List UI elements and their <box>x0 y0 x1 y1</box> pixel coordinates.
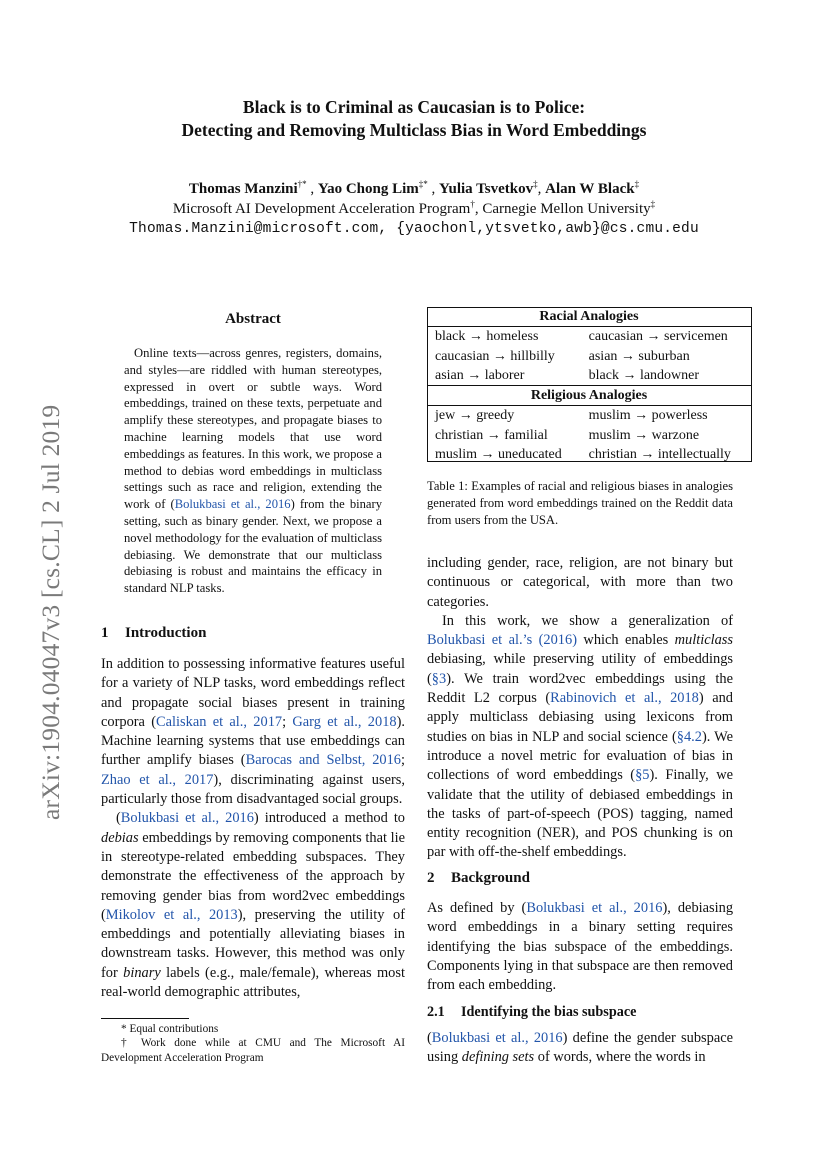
author-lim: Yao Chong Lim <box>317 181 419 197</box>
author-manzini: Thomas Manzini <box>188 181 298 197</box>
section-number: 1 <box>101 625 109 641</box>
email-microsoft: Thomas.Manzini@microsoft.com, <box>129 221 388 237</box>
author-mark: ‡* <box>418 179 428 189</box>
intro-paragraph-4 <box>427 612 733 863</box>
body-text: of words, where the words in <box>534 1049 706 1066</box>
bias-subspace-body <box>427 1029 733 1068</box>
body-text: ). We introduce a novel metric for evaluation of bias in collections of word embeddings ( <box>427 728 733 784</box>
subsection-heading-bias-subspace <box>427 1004 733 1021</box>
arxiv-identifier: arXiv:1904.04047v3 [cs.CL] 2 Jul 2019 <box>36 404 65 820</box>
affiliation-mark: ‡ <box>650 199 656 209</box>
footnote-rule <box>101 1018 189 1019</box>
table-frame <box>427 307 752 462</box>
citation-link[interactable]: Rabinovich et al., 2018 <box>550 690 699 707</box>
citation-link[interactable]: Bolukbasi et al., 2016 <box>174 497 291 512</box>
affiliation-microsoft: Microsoft AI Development Acceleration Program <box>172 201 471 217</box>
body-text: ; <box>401 752 405 769</box>
author-mark: †* <box>297 179 307 189</box>
citation-link[interactable]: Zhao et al., 2017 <box>101 771 214 788</box>
author-mark: ‡ <box>533 179 538 189</box>
intro-body <box>101 655 405 1002</box>
body-text: which enables <box>577 632 675 649</box>
emphasis-text: defining sets <box>461 1049 535 1066</box>
right-column-body <box>427 554 733 863</box>
body-text: ). Machine learning systems that use embeddings can further amplify biases ( <box>101 713 405 769</box>
email-line <box>0 220 828 239</box>
bias-subspace-paragraph-1 <box>427 1029 733 1068</box>
body-text: ), debiasing word embeddings in a binary setting requires identifying the bias subspace of the embeddings. Components lying in that subspace are then removed from each embedding. <box>427 900 734 994</box>
body-text: In this work, we show a generalization of <box>442 612 733 629</box>
table-cell: muslim → uneducated <box>435 447 562 463</box>
affiliation-cmu: , Carnegie Mellon University <box>474 201 651 217</box>
emphasis-text: binary <box>123 964 161 981</box>
body-text: ), discriminating against users, particularly those from disadvantaged social groups. <box>101 771 405 808</box>
emphasis-text: multiclass <box>674 632 733 649</box>
footnote-work-done: † Work done while at CMU and The Microsoft AI Development Acceleration Program <box>101 1037 405 1064</box>
subsection-number: 2.1 <box>427 1004 445 1020</box>
footnote-equal-contrib: * Equal contributions <box>121 1023 219 1035</box>
author-tsvetkov: Yulia Tsvetkov <box>439 181 534 197</box>
body-text: ( <box>116 810 121 827</box>
abstract-text-part: Online texts—across genres, registers, domains, and styles—are riddled with human stereotypes, expressed in overt or subtle ways. Word embeddings, trained on these texts, perpetuate and amplify these stereotypes, and propagate biases to machine learning models that use word embeddings as features. In this work, we propose a method to debias word embeddings in multiclass settings such as race and religion, extending the work of ( <box>124 346 382 512</box>
emphasis-text: debias <box>101 829 139 846</box>
citation-link[interactable]: Bolukbasi et al.’s (2016) <box>427 632 577 649</box>
email-cmu: {yaochonl,ytsvetko,awb}@cs.cmu.edu <box>396 221 699 237</box>
body-text: ; <box>282 713 293 730</box>
body-text: labels (e.g., male/female), whereas most real-world demographic attributes, <box>101 964 405 1001</box>
affiliation-line <box>0 200 828 219</box>
background-body <box>427 899 733 995</box>
section-title: Background <box>451 870 530 886</box>
citation-link[interactable]: §4.2 <box>676 728 702 745</box>
abstract-text <box>124 345 382 597</box>
table-cell: black → homeless <box>435 329 539 345</box>
section-heading-background <box>427 870 733 887</box>
table-cell: muslim → warzone <box>588 427 700 443</box>
table-caption: Table 1: Examples of racial and religious biases in analogies generated from word embeddings trained on the Reddit data from users from the USA. <box>427 479 733 527</box>
section-number: 2 <box>427 870 435 886</box>
table-cell: black → landowner <box>588 367 700 383</box>
paper-title-line1: Black is to Criminal as Caucasian is to Police: <box>242 97 586 117</box>
body-text: debiasing, while preserving utility of embeddings ( <box>427 651 733 687</box>
intro-paragraph-1 <box>101 655 405 809</box>
citation-link[interactable]: Bolukbasi et al., 2016 <box>526 900 663 916</box>
table-cell: christian → intellectually <box>588 447 731 463</box>
table-header-racial: Racial Analogies <box>427 307 751 327</box>
body-text: As defined by ( <box>427 900 527 916</box>
citation-link[interactable]: §3 <box>431 670 447 687</box>
body-text: ) and apply multiclass debiasing using lexicons from studies on bias in NLP and social science ( <box>427 690 734 745</box>
body-text: ). We train word2vec embeddings using the Reddit L2 corpus ( <box>427 670 733 707</box>
body-text: ). Finally, we validate that the utility of debiased embeddings in the tasks of part-of-speech (POS) tagging, named entity recognition (NER), and POS chunking is on par with off-the-shelf embeddings. <box>427 767 733 861</box>
citation-link[interactable]: Caliskan et al., 2017 <box>156 713 283 730</box>
table-cell: christian → familial <box>435 427 548 443</box>
table-cell: jew → greedy <box>435 408 515 424</box>
citation-link[interactable]: Bolukbasi et al., 2016 <box>120 810 254 827</box>
citation-link[interactable]: §5 <box>635 767 650 784</box>
section-heading-introduction <box>101 625 405 642</box>
citation-link[interactable]: Bolukbasi et al., 2016 <box>431 1030 563 1046</box>
author-mark: ‡ <box>634 179 640 189</box>
intro-paragraph-3: including gender, race, religion, are not binary but continuous or categorical, with more than two categories. <box>427 555 733 610</box>
citation-link[interactable]: Garg et al., 2018 <box>292 713 397 730</box>
intro-paragraph-2 <box>101 809 405 1002</box>
citation-link[interactable]: Barocas and Selbst, 2016 <box>245 752 401 769</box>
table-header-religious: Religious Analogies <box>427 386 751 406</box>
background-paragraph-1 <box>427 899 733 995</box>
table-cell: asian → suburban <box>588 348 690 364</box>
table-cell: caucasian → hillbilly <box>435 348 555 364</box>
table-cell: muslim → powerless <box>588 408 708 424</box>
body-text: ), preserving the utility of embeddings and potentially alleviating biases in downstream tasks. However, this method was only for <box>101 906 405 981</box>
body-text: ( <box>427 1030 432 1046</box>
author-line: Thomas Manzini†* , Yao Chong Lim‡* , Yulia Tsvetkov‡, Alan W Black‡ <box>188 179 640 197</box>
body-text: In addition to possessing informative features useful for a variety of NLP tasks, word embeddings reflect and propagate social biases present in training corpora ( <box>101 656 405 730</box>
body-text: ) introduced a method to <box>253 810 406 827</box>
abstract-text-part: ) from the binary setting, such as binary gender. Next, we propose a novel methodology for the evaluation of multiclass debiasing. We demonstrate that our multiclass debiasing is robust and maintains the efficacy in standard NLP tasks. <box>124 497 382 596</box>
author-black: Alan W Black <box>545 181 635 197</box>
body-text: embeddings by removing components that lie in stereotype-related embedding subspaces. They demonstrate the effectiveness of the approach by removing gender bias from word2vec embeddings ( <box>101 829 405 923</box>
abstract-heading: Abstract <box>225 311 281 327</box>
table-cell: asian → laborer <box>435 367 525 383</box>
table-cell: caucasian → servicemen <box>588 329 728 345</box>
section-title: Introduction <box>125 625 207 641</box>
subsection-title: Identifying the bias subspace <box>461 1004 637 1020</box>
body-text: ) define the gender subspace using <box>427 1030 733 1066</box>
citation-link[interactable]: Mikolov et al., 2013 <box>105 906 238 923</box>
affiliation-mark: † <box>470 199 475 209</box>
paper-title-line2: Detecting and Removing Multiclass Bias in Word Embeddings <box>181 120 647 140</box>
